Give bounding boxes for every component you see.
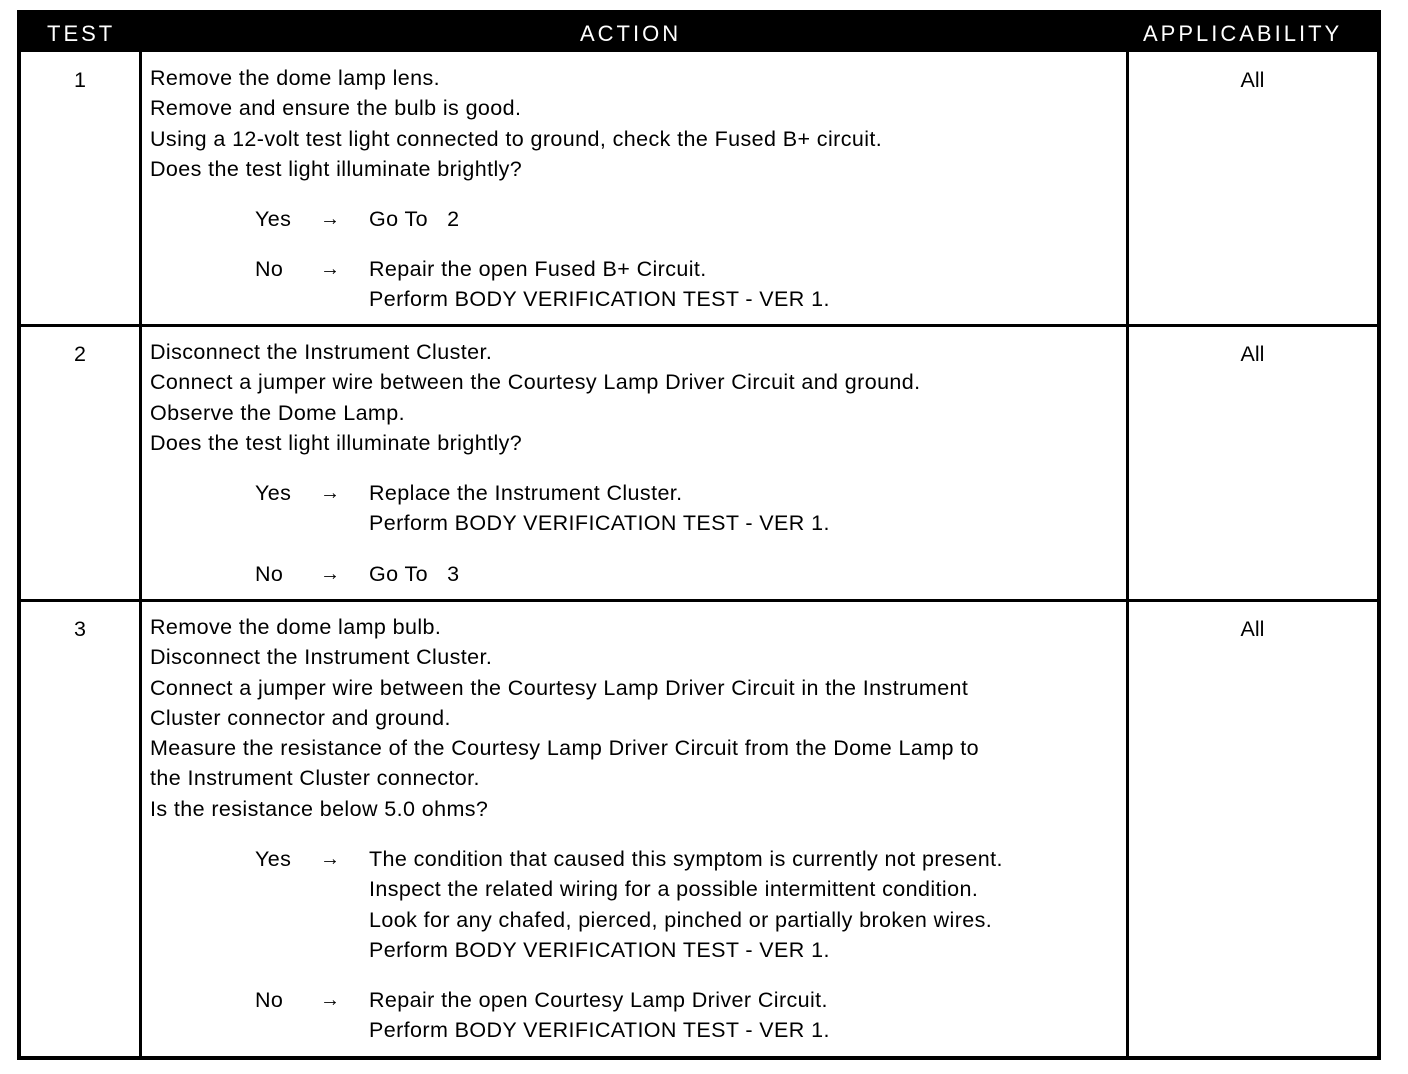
- step-line: Disconnect the Instrument Cluster.: [150, 340, 493, 364]
- header-action: ACTION: [580, 21, 682, 46]
- step-line: Remove the dome lamp bulb.: [150, 615, 442, 639]
- step-line: Connect a jumper wire between the Courtesy Lamp Driver Circuit and ground.: [150, 370, 921, 395]
- no-label: No: [255, 562, 284, 586]
- arrow-icon: →: [320, 848, 341, 870]
- step-line: Observe the Dome Lamp.: [150, 400, 405, 425]
- step-line: the Instrument Cluster connector.: [150, 766, 480, 791]
- arrow-icon: →: [320, 208, 341, 230]
- no-result: [369, 985, 830, 1046]
- table-header: [21, 14, 1377, 52]
- no-label: No: [255, 988, 284, 1012]
- result-line: Repair the open Fused B+ Circuit.: [369, 257, 707, 281]
- column-divider: [139, 52, 142, 1056]
- test-number: 1: [74, 68, 86, 92]
- result-line: Replace the Instrument Cluster.: [369, 481, 683, 505]
- result-line: Look for any chafed, pierced, pinched or partially broken wires.: [369, 907, 993, 932]
- test-number: 3: [74, 617, 86, 641]
- row-divider: [21, 324, 1377, 327]
- header-test: TEST: [47, 21, 116, 46]
- header-applicability: APPLICABILITY: [1143, 21, 1343, 46]
- yes-label: Yes: [255, 481, 292, 505]
- yes-label: Yes: [255, 847, 292, 871]
- result-line: Perform BODY VERIFICATION TEST - VER 1.: [369, 1018, 830, 1043]
- step-line: Disconnect the Instrument Cluster.: [150, 645, 493, 670]
- test-number: 2: [74, 342, 86, 366]
- step-line: Does the test light illuminate brightly?: [150, 430, 523, 455]
- result-line: Repair the open Courtesy Lamp Driver Circuit.: [369, 988, 828, 1012]
- no-result: [369, 254, 830, 315]
- no-result: [369, 559, 459, 589]
- yes-result: [369, 204, 459, 234]
- step-line: Does the test light illuminate brightly?: [150, 156, 523, 181]
- applicability-value: All: [1240, 617, 1265, 641]
- result-line: Go To 2: [369, 207, 460, 231]
- step-list: [150, 337, 921, 458]
- result-line: Perform BODY VERIFICATION TEST - VER 1.: [369, 287, 830, 312]
- arrow-icon: →: [320, 563, 341, 585]
- result-line: Go To 3: [369, 562, 460, 586]
- result-line: The condition that caused this symptom is currently not present.: [369, 847, 1003, 871]
- step-line: Cluster connector and ground.: [150, 705, 451, 730]
- result-line: Perform BODY VERIFICATION TEST - VER 1.: [369, 937, 830, 962]
- arrow-icon: →: [320, 989, 341, 1011]
- step-line: Remove and ensure the bulb is good.: [150, 96, 522, 121]
- step-line: Remove the dome lamp lens.: [150, 66, 441, 90]
- step-list: [150, 63, 882, 184]
- column-divider: [1126, 52, 1129, 1056]
- applicability-value: All: [1240, 68, 1265, 92]
- yes-result: [369, 844, 1003, 965]
- no-label: No: [255, 257, 284, 281]
- arrow-icon: →: [320, 258, 341, 280]
- result-line: Inspect the related wiring for a possible intermittent condition.: [369, 877, 979, 902]
- step-line: Measure the resistance of the Courtesy Lamp Driver Circuit from the Dome Lamp to: [150, 736, 980, 761]
- step-line: Connect a jumper wire between the Courtesy Lamp Driver Circuit in the Instrument: [150, 675, 969, 700]
- yes-result: [369, 478, 830, 539]
- diagnostic-table: [17, 10, 1381, 1060]
- yes-label: Yes: [255, 207, 292, 231]
- step-line: Is the resistance below 5.0 ohms?: [150, 796, 489, 821]
- arrow-icon: →: [320, 482, 341, 504]
- step-line: Using a 12-volt test light connected to ground, check the Fused B+ circuit.: [150, 126, 883, 151]
- result-line: Perform BODY VERIFICATION TEST - VER 1.: [369, 511, 830, 536]
- applicability-value: All: [1240, 342, 1265, 366]
- step-list: [150, 612, 979, 824]
- row-divider: [21, 599, 1377, 602]
